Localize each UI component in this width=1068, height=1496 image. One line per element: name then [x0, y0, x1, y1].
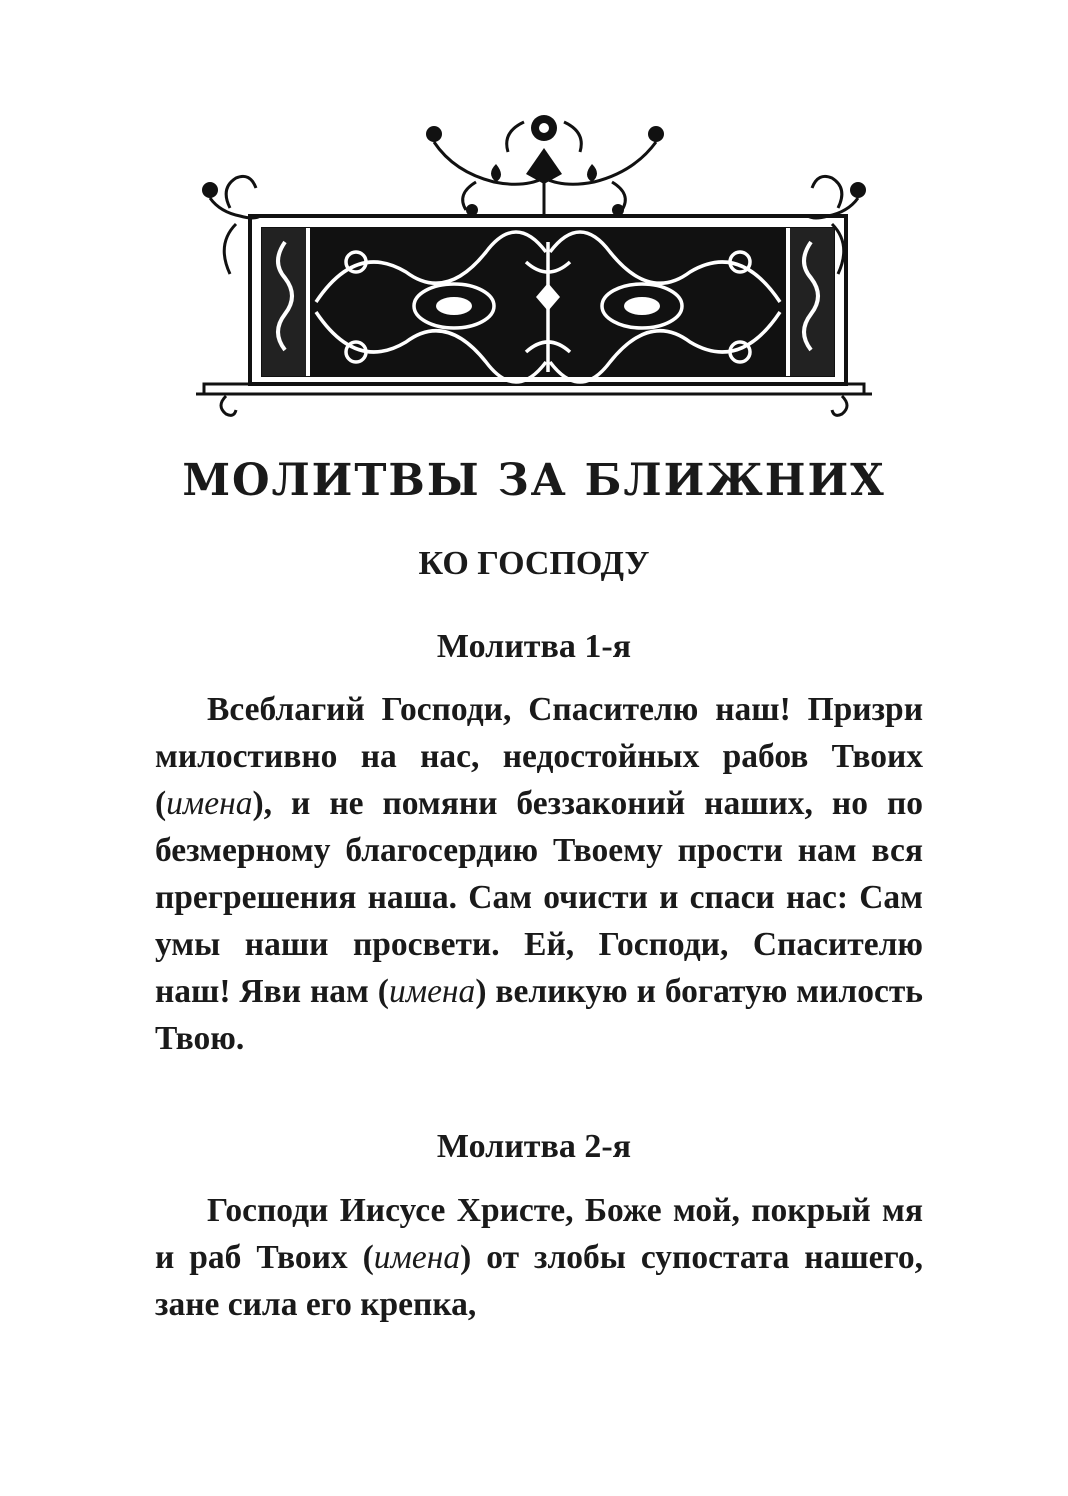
prayer-text-segment: ), и не помяни беззаконий наших, но по безмерному благосердию Твоему прости нам вся прегрешения наша. Сам очисти и спаси нас: Сам умы наши просвети. Ей, Господи, Спасителю наш! Яви нам ( — [155, 785, 923, 1010]
prayer-1-title: Молитва 1-я — [436, 628, 632, 665]
prayer-text-segment-italic: имена — [388, 973, 476, 1010]
prayer-text-segment: Всеблагий Господи, Спасителю наш! Призри милостивно на нас, недостойных рабов Твоих ( — [155, 691, 923, 822]
prayer-text-segment-italic: имена — [166, 785, 253, 822]
prayer-1-text — [155, 686, 923, 1062]
prayer-2-text — [155, 1187, 923, 1328]
page-title: МОЛИТВЫ ЗА БЛИЖНИХ — [182, 455, 886, 506]
prayer-text-segment: Господи Иисусе Христе, Боже мой, покрый мя и раб Твоих ( — [155, 1192, 923, 1276]
section-subtitle: КО ГОСПОДУ — [418, 545, 650, 582]
decorative-headpiece-ornament — [196, 112, 872, 424]
prayer-2-title: Молитва 2-я — [436, 1128, 632, 1165]
prayer-text-segment: ) от злобы супостата нашего, зане сила его крепка, — [155, 1239, 923, 1323]
prayer-text-segment-italic: имена — [373, 1239, 461, 1276]
prayer-text-segment: ) великую и богатую милость Твою. — [155, 973, 923, 1057]
